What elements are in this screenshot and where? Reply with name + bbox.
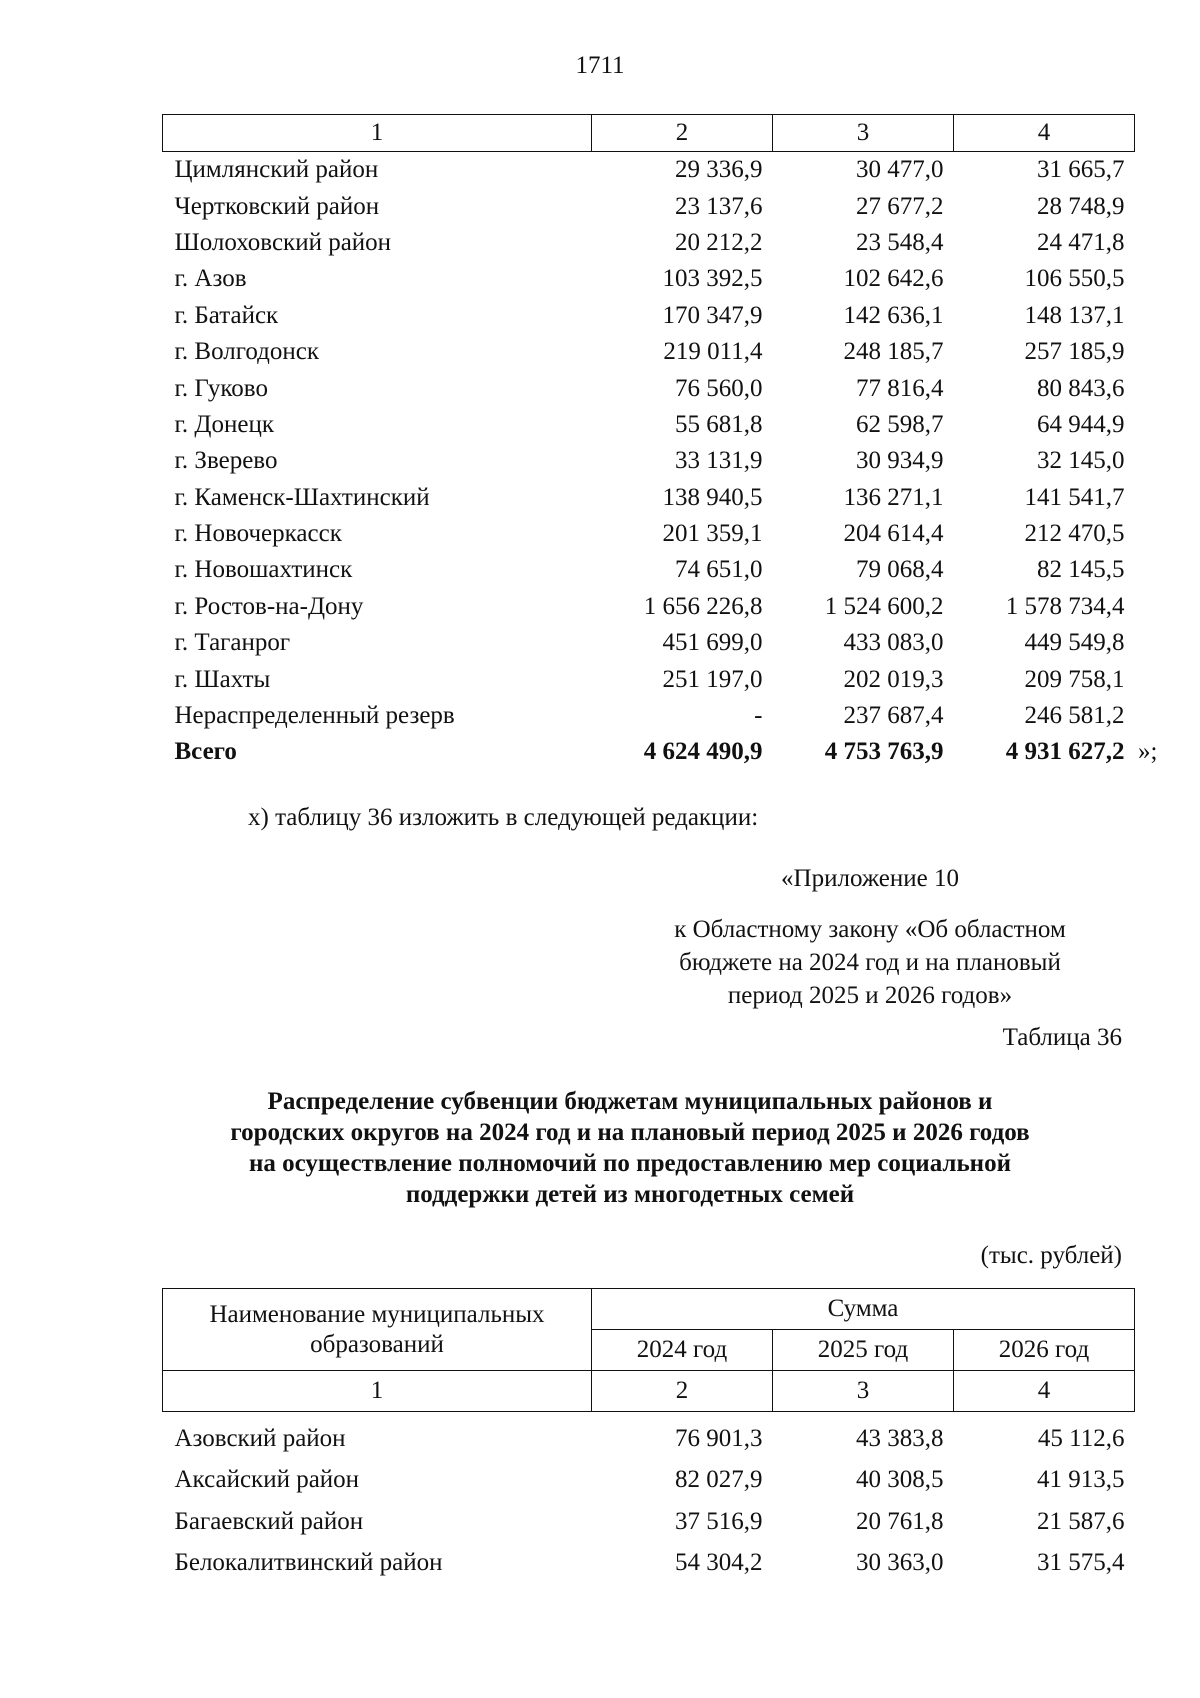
- municipality-name: г. Каменск-Шахтинский: [174, 483, 430, 511]
- municipality-name: Багаевский район: [174, 1507, 364, 1535]
- value-2026: 209 758,1: [1024, 665, 1125, 693]
- municipality-name: г. Новочеркасск: [174, 520, 342, 548]
- value-2026: 32 145,0: [1037, 447, 1125, 475]
- table-row: [163, 443, 1135, 479]
- municipality-name: Аксайский район: [174, 1466, 360, 1494]
- value-2026: 141 541,7: [1024, 483, 1125, 511]
- value-2025: 30 477,0: [856, 156, 944, 184]
- table-row: [163, 225, 1135, 261]
- value-2024: 82 027,9: [675, 1466, 763, 1494]
- value-2025: 27 677,2: [856, 192, 944, 220]
- value-2025: 30 934,9: [856, 447, 944, 475]
- column-header-2025: 2025 год: [773, 1330, 954, 1371]
- value-2024: 251 197,0: [662, 665, 763, 693]
- value-2026: 1 578 734,4: [1005, 592, 1125, 620]
- value-2026: 80 843,6: [1037, 374, 1125, 402]
- value-2024: 33 131,9: [675, 447, 763, 475]
- value-2024: 170 347,9: [662, 301, 763, 329]
- value-2026: 148 137,1: [1024, 301, 1125, 329]
- column-number: 2: [592, 115, 773, 152]
- table-row: [163, 625, 1135, 661]
- value-2024: 1 656 226,8: [643, 592, 763, 620]
- column-header-name: [163, 1289, 592, 1371]
- value-2025: 248 185,7: [843, 338, 944, 366]
- column-number: 1: [163, 1371, 592, 1412]
- value-2026: 64 944,9: [1037, 410, 1125, 438]
- municipality-name: г. Ростов-на-Дону: [174, 592, 364, 620]
- total-label: Всего: [174, 738, 237, 766]
- municipality-name: Азовский район: [174, 1424, 346, 1452]
- heading-line: поддержки детей из многодетных семей: [405, 1181, 855, 1208]
- table-row: [163, 516, 1135, 552]
- closing-quote-mark: »;: [1138, 738, 1158, 765]
- appendix-title: «Приложение 10: [781, 865, 959, 892]
- table-row: [163, 1418, 1135, 1460]
- value-2025: 237 687,4: [843, 702, 944, 730]
- table-row: [163, 1543, 1135, 1585]
- value-2025: 433 083,0: [843, 629, 944, 657]
- value-2025: 40 308,5: [856, 1466, 944, 1494]
- value-2025: 30 363,0: [856, 1549, 944, 1577]
- value-2024: 23 137,6: [675, 192, 763, 220]
- table-row: [163, 370, 1135, 406]
- municipality-name: г. Волгодонск: [174, 338, 320, 366]
- municipality-name: Нераспределенный резерв: [174, 702, 455, 730]
- table-label: Таблица 36: [1002, 1024, 1122, 1051]
- table-row: [163, 188, 1135, 224]
- table-row: [163, 261, 1135, 297]
- value-2024: 74 651,0: [675, 556, 763, 584]
- value-2025: 202 019,3: [843, 665, 944, 693]
- municipality-name: Шолоховский район: [174, 228, 392, 256]
- value-2025: 77 816,4: [856, 374, 944, 402]
- column-number: 3: [773, 1371, 954, 1412]
- municipality-name: г. Таганрог: [174, 629, 291, 657]
- municipality-name: г. Зверево: [174, 447, 278, 475]
- appendix-line: бюджете на 2024 год и на плановый: [679, 949, 1061, 976]
- municipality-name: Белокалитвинский район: [174, 1549, 443, 1577]
- table-continuation: [162, 114, 1135, 771]
- municipality-name: Цимлянский район: [174, 156, 379, 184]
- value-2025: 43 383,8: [856, 1424, 944, 1452]
- value-2025: 20 761,8: [856, 1507, 944, 1535]
- value-2024: 37 516,9: [675, 1507, 763, 1535]
- heading-line: на осуществление полномочий по предоставлению мер социальной: [249, 1150, 1011, 1177]
- table-row: [163, 1501, 1135, 1543]
- value-2026: 31 665,7: [1037, 156, 1125, 184]
- value-2026: 257 185,9: [1024, 338, 1125, 366]
- table-row: [163, 589, 1135, 625]
- value-2026: 28 748,9: [1037, 192, 1125, 220]
- municipality-name: г. Донецк: [174, 410, 274, 438]
- value-2024: 20 212,2: [675, 228, 763, 256]
- value-2026: 106 550,5: [1024, 265, 1125, 293]
- value-2026: 41 913,5: [1037, 1466, 1125, 1494]
- value-2026: 212 470,5: [1024, 520, 1125, 548]
- column-number-row: [163, 1371, 1135, 1412]
- table-row: [163, 152, 1135, 189]
- value-2024: 29 336,9: [675, 156, 763, 184]
- value-2024: 76 560,0: [675, 374, 763, 402]
- value-2024: -: [754, 702, 763, 730]
- header-row: [163, 1289, 1135, 1330]
- table-row: [163, 334, 1135, 370]
- column-number-row: [163, 115, 1135, 152]
- table-row: [163, 480, 1135, 516]
- value-2024: 219 011,4: [663, 338, 763, 366]
- value-2025: 62 598,7: [856, 410, 944, 438]
- value-2024: 55 681,8: [675, 410, 763, 438]
- value-2026: 449 549,8: [1024, 629, 1125, 657]
- header-name-line: образований: [310, 1330, 444, 1358]
- value-2025: 142 636,1: [843, 301, 944, 329]
- column-header-sum: Сумма: [592, 1289, 1135, 1330]
- value-2024: 201 359,1: [662, 520, 763, 548]
- value-2025: 136 271,1: [843, 483, 944, 511]
- value-2024: 138 940,5: [662, 483, 763, 511]
- table-row: [163, 552, 1135, 588]
- value-2026: 21 587,6: [1037, 1507, 1125, 1535]
- column-number: 2: [592, 1371, 773, 1412]
- heading-line: городских округов на 2024 год и на плановый период 2025 и 2026 годов: [230, 1119, 1030, 1146]
- value-2026: 24 471,8: [1037, 228, 1125, 256]
- column-number: 4: [954, 1371, 1135, 1412]
- value-2026: 31 575,4: [1037, 1549, 1125, 1577]
- heading-line: Распределение субвенции бюджетам муниципальных районов и: [267, 1088, 993, 1115]
- municipality-name: г. Гуково: [174, 374, 268, 402]
- page-number: 1711: [575, 52, 625, 79]
- table-row: [163, 698, 1135, 734]
- total-2024: 4 624 490,9: [643, 738, 763, 766]
- header-name-line: Наименование муниципальных: [209, 1300, 545, 1328]
- appendix-reference: [640, 862, 1100, 1012]
- value-2025: 23 548,4: [856, 228, 944, 256]
- total-2025: 4 753 763,9: [824, 738, 944, 766]
- value-2024: 451 699,0: [662, 629, 763, 657]
- value-2025: 1 524 600,2: [824, 592, 944, 620]
- appendix-line: к Областному закону «Об областном: [674, 916, 1066, 943]
- value-2024: 76 901,3: [675, 1424, 763, 1452]
- column-header-2024: 2024 год: [592, 1330, 773, 1371]
- value-2026: 82 145,5: [1037, 556, 1125, 584]
- municipality-name: г. Батайск: [174, 301, 279, 329]
- amendment-instruction: х) таблицу 36 изложить в следующей редакции:: [248, 804, 759, 831]
- units-label: (тыс. рублей): [980, 1242, 1122, 1269]
- table-row: [163, 1460, 1135, 1502]
- value-2024: 54 304,2: [675, 1549, 763, 1577]
- column-number: 4: [954, 115, 1135, 152]
- total-row: [163, 734, 1135, 770]
- table-row: [163, 407, 1135, 443]
- municipality-name: г. Шахты: [174, 665, 271, 693]
- total-2026: 4 931 627,2: [1005, 738, 1125, 766]
- municipality-name: г. Новошахтинск: [174, 556, 353, 584]
- value-2024: 103 392,5: [662, 265, 763, 293]
- municipality-name: г. Азов: [174, 265, 247, 293]
- value-2026: 246 581,2: [1024, 702, 1125, 730]
- column-number: 3: [773, 115, 954, 152]
- value-2025: 79 068,4: [856, 556, 944, 584]
- column-header-2026: 2026 год: [954, 1330, 1135, 1371]
- value-2025: 102 642,6: [843, 265, 944, 293]
- municipality-name: Чертковский район: [174, 192, 380, 220]
- table-row: [163, 298, 1135, 334]
- table-heading: [130, 1086, 1130, 1210]
- value-2026: 45 112,6: [1037, 1424, 1125, 1452]
- table-row: [163, 661, 1135, 697]
- value-2025: 204 614,4: [843, 520, 944, 548]
- column-number: 1: [163, 115, 592, 152]
- appendix-line: период 2025 и 2026 годов»: [727, 982, 1013, 1009]
- table-36: [162, 1288, 1135, 1584]
